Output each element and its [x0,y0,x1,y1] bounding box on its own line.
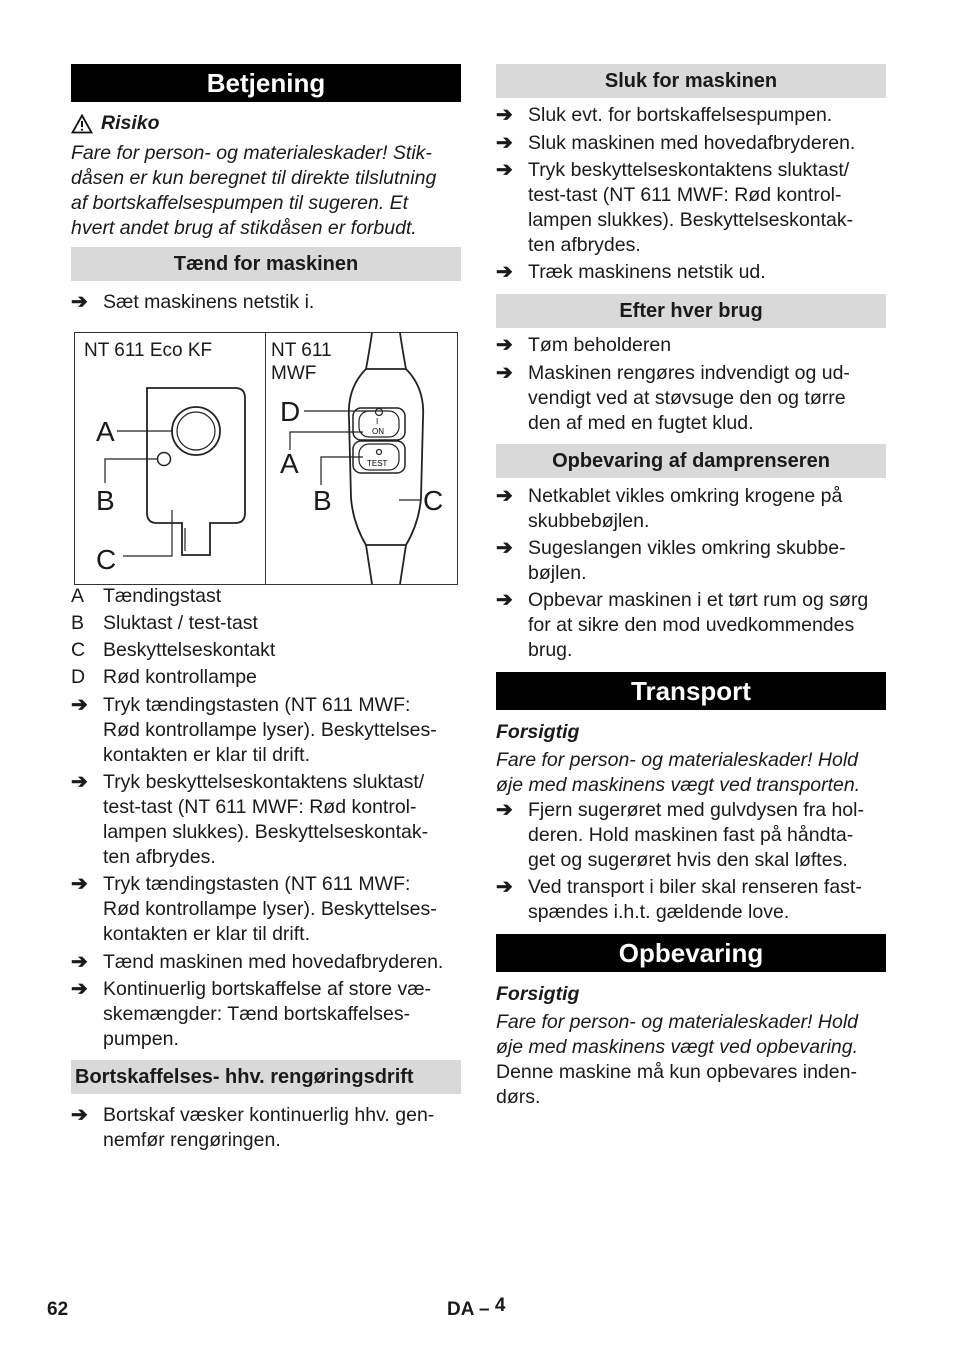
list-item: ➔ Bortskaf væsker kontinuerlig hhv. gen- nemfør rengøringen. [71,1104,435,1151]
arrow-right-icon: ➔ [496,799,513,821]
arrow-right-icon: ➔ [71,291,88,313]
off-steps [496,103,886,285]
heading-taend: Tænd for maskinen [71,247,461,281]
label-a-mwf: A [280,448,299,479]
legend [71,584,461,690]
list-item: ➔ Maskinen rengøres indvendigt og ud- vendigt ved at støvsuge den og tørre den af med en fugtet klud. [496,362,850,434]
right-column [496,64,886,1110]
storage-caution-label: Forsigtig [496,983,580,1005]
arrow-right-icon: ➔ [71,1104,88,1126]
on-switch-one: I [376,417,379,426]
arrow-right-icon: ➔ [496,485,513,507]
legend-item: A Tændingstast [71,585,222,607]
legend-item: B Sluktast / test-tast [71,612,258,634]
footer-dash: – [479,1299,490,1320]
heading-bortskaffelse: Bortskaffelses- hhv. rengøringsdrift [71,1060,461,1094]
arrow-right-icon: ➔ [71,694,88,716]
label-c: C [96,544,117,575]
heading-efter: Efter hver brug [496,294,886,328]
list-item: ➔ Fjern sugerøret med gulvdysen fra hol- deren. Hold maskinen fast på håndta- get og sugerøret hvis den skal løftes. [496,799,864,871]
storage-note: Denne maskine må kun opbevares inden- dørs. [496,1061,857,1108]
warning-triangle-icon [71,114,93,134]
list-item: ➔ Tryk beskyttelseskontaktens sluktast/ test-tast (NT 611 MWF: Rød kontrol- lampen slukkes). Beskyttelseskontak- ten afbrydes. [71,771,429,868]
heading-betjening: Betjening [71,64,461,102]
step-text: Sæt maskinens netstik i. [103,291,315,313]
list-item: ➔ Tryk beskyttelseskontaktens sluktast/ test-tast (NT 611 MWF: Rød kontrol- lampen slukkes). Beskyttelseskontak- ten afbrydes. [496,159,854,256]
footer-section [447,1297,505,1322]
on-switch-label: ON [372,427,384,436]
operation-steps [71,693,461,1052]
label-c-mwf: C [423,485,444,516]
list-item: ➔ Tænd maskinen med hovedafbryderen. [71,951,444,973]
list-item: ➔ Kontinuerlig bortskaffelse af store væ- skemængder: Tænd bortskaffelses- pumpen. [71,978,432,1050]
list-item: ➔ Sluk evt. for bortskaffelsespumpen. [496,104,833,126]
arrow-right-icon: ➔ [496,362,513,384]
arrow-right-icon: ➔ [71,951,88,973]
list-item [71,290,461,315]
heading-transport: Transport [496,672,886,710]
legend-item: D Rød kontrollampe [71,666,257,688]
list-item: ➔ Træk maskinens netstik ud. [496,261,766,283]
left-column [71,64,461,1153]
label-b-mwf: B [313,485,332,516]
footer-section-page: 4 [494,1295,506,1316]
figure-mwf [265,333,457,584]
footer-lang: DA [447,1299,474,1320]
storage-steam-steps [496,484,886,663]
figure-caption-eco: NT 611 Eco KF [84,340,213,361]
transport-caution-label: Forsigtig [496,721,580,743]
storage-caution-text: Fare for person- og materialeskader! Hold øje med maskinens vægt ved opbevaring. [496,1011,859,1058]
risk-label: Risiko [101,112,160,134]
arrow-right-icon: ➔ [496,589,513,611]
list-item: ➔ Netkablet vikles omkring krogene på skubbebøjlen. [496,485,843,532]
list-item: ➔ Sluk maskinen med hovedafbryderen. [496,132,856,154]
after-steps [496,333,886,436]
arrow-right-icon: ➔ [496,876,513,898]
list-item: ➔ Tøm beholderen [496,334,672,356]
arrow-right-icon: ➔ [71,873,88,895]
risk-block [71,111,461,241]
list-item: ➔ Tryk tændingstasten (NT 611 MWF: Rød kontrollampe lyser). Beskyttelses- kontakten er klar til drift. [71,694,437,766]
arrow-right-icon: ➔ [71,771,88,793]
label-d: D [280,396,301,427]
page-number: 62 [47,1299,69,1320]
heading-opbevaring-damp: Opbevaring af damprenseren [496,444,886,478]
list-item: ➔ Ved transport i biler skal renseren fast- spændes i.h.t. gældende love. [496,876,862,923]
list-item: ➔ Tryk tændingstasten (NT 611 MWF: Rød kontrollampe lyser). Beskyttelses- kontakten er klar til drift. [71,873,437,945]
test-switch-label: TEST [367,459,388,468]
heading-opbevaring: Opbevaring [496,934,886,972]
list-item: ➔ Opbevar maskinen i et tørt rum og sørg for at sikre den mod uvedkommendes brug. [496,589,869,661]
arrow-right-icon: ➔ [496,261,513,283]
risk-text: Fare for person- og materialeskader! Stik- dåsen er kun beregnet til direkte tilslutning af bortskaffelsespumpen til sugeren. Et hvert andet brug af stikdåsen er forbudt. [71,142,437,239]
label-a: A [96,416,115,447]
transport-caution-text: Fare for person- og materialeskader! Hold øje med maskinens vægt ved transporten. [496,749,861,796]
arrow-right-icon: ➔ [496,159,513,181]
arrow-right-icon: ➔ [71,978,88,1000]
legend-item: C Beskyttelseskontakt [71,639,276,661]
arrow-right-icon: ➔ [496,334,513,356]
arrow-right-icon: ➔ [496,132,513,154]
list-item: ➔ Sugeslangen vikles omkring skubbe- bøjlen. [496,537,846,584]
figure-caption-mwf-1: NT 611 [271,340,332,361]
transport-steps [496,798,886,925]
arrow-right-icon: ➔ [496,537,513,559]
risk-title [71,111,461,136]
figure-eco-kf [75,333,266,584]
switch-figure [74,332,458,585]
heading-sluk: Sluk for maskinen [496,64,886,98]
label-b: B [96,485,115,516]
figure-caption-mwf-2: MWF [271,363,317,384]
arrow-right-icon: ➔ [496,104,513,126]
